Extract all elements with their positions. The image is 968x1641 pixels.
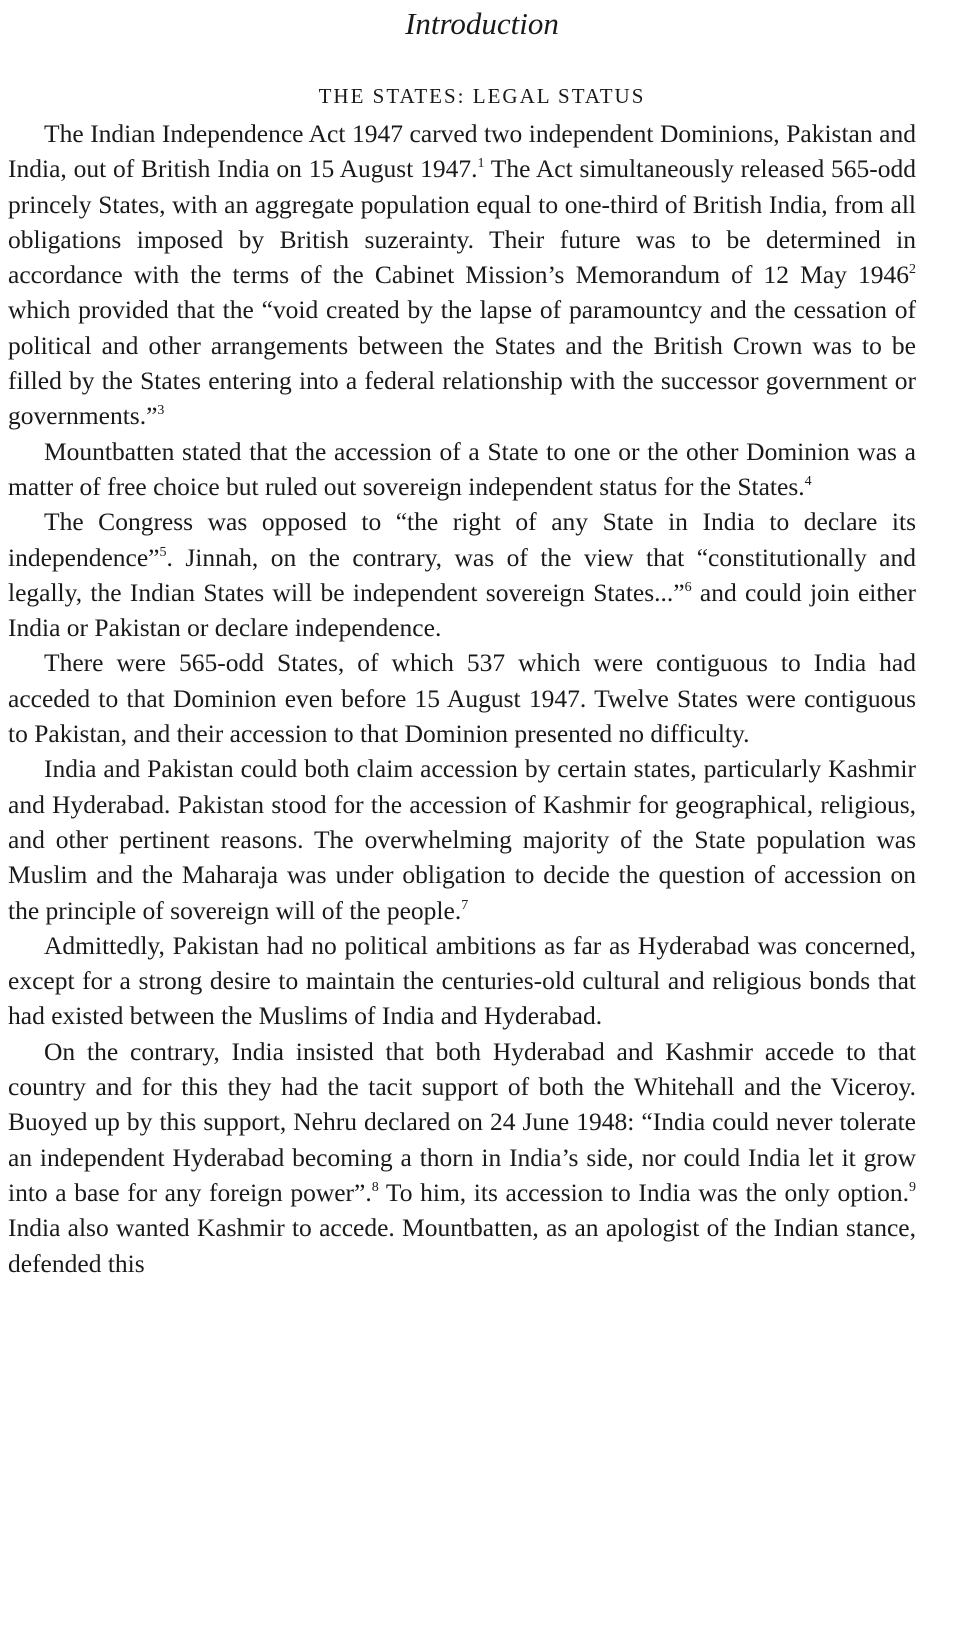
footnote-marker: 2 [909,262,916,278]
paragraph-text: India also wanted Kashmir to accede. Mountbatten, as an apologist of the Indian stance, defended this [8,1213,916,1278]
footnote-marker: 8 [371,1179,379,1195]
paragraph-2 [8,434,916,505]
book-page [8,0,916,1281]
paragraph-text: To him, its accession to India was the only option. [378,1177,909,1207]
paragraph-5 [8,751,916,927]
paragraph-text: On the contrary, India insisted that both Hyderabad and Kashmir accede to that country and for this they had the tacit support of both the Whitehall and the Viceroy. Buoyed up by this support, Nehru declared on 24 June 1948: “India could never tolerate an independent Hyderabad becoming a thorn in India’s side, nor could India let it grow into a base for any foreign power”. [8,1036,916,1207]
paragraph-text: Mountbatten stated that the accession of a State to one or the other Dominion was a matter of free choice but ruled out sovereign independent status for the States. [8,436,916,501]
running-head: Introduction [405,6,559,41]
footnote-marker: 6 [684,579,692,595]
paragraph-6 [8,928,916,1034]
footnote-marker: 4 [804,473,812,489]
paragraph-7 [8,1034,916,1281]
footnote-marker: 7 [461,897,469,913]
footnote-marker: 3 [157,403,165,419]
paragraph-3 [8,504,916,645]
paragraph-text: Admittedly, Pakistan had no political ambitions as far as Hyderabad was concerned, except for a strong desire to maintain the centuries-old cultural and religious bonds that had existed between the Muslims of India and Hyderabad. [8,930,916,1031]
footnote-marker: 5 [159,544,167,560]
paragraph-text: There were 565-odd States, of which 537 which were contiguous to India had acceded to that Dominion even before 15 August 1947. Twelve States were contiguous to Pakistan, and their accession to that Dominion presented no difficulty. [8,648,916,749]
paragraph-4 [8,645,916,751]
paragraph-text: India and Pakistan could both claim accession by certain states, particularly Kashmir and Hyderabad. Pakistan stood for the accession of Kashmir for geographical, religious, and other pertinent reasons. The overwhelming majority of the State population was Muslim and the Maharaja was under obligation to decide the question of accession on the principle of sovereign will of the people. [8,754,916,925]
paragraph-text: The Indian Independence Act 1947 carved two independent Dominions, Pakistan and India, out of British India on 15 August 1947. [8,119,916,184]
paragraph-text: The Congress was opposed to “the right of any State in India to declare its independence” [8,507,916,572]
paragraph-text: The Act simultaneously released 565-odd princely States, with an aggregate population equal to one-third of British India, from all obligations imposed by British suzerainty. Their future was to be determined in accordance with the terms of the Cabinet Mission’s Memorandum of 12 May 1946 [8,154,916,290]
paragraph-text: . Jinnah, on the contrary, was of the view that “constitutionally and legally, the Indian States will be independent sovereign States...” [8,542,916,607]
footnote-marker: 9 [909,1179,916,1195]
section-heading: THE STATES: LEGAL STATUS [318,84,646,108]
paragraph-text: which provided that the “void created by the lapse of paramountcy and the cessation of political and other arrangements between the States and the British Crown was to be filled by the States entering into a federal relationship with the successor government or governments.” [8,295,916,431]
paragraph-text: and could join either India or Pakistan or declare independence. [8,577,916,643]
footnote-marker: 1 [477,156,485,172]
paragraph-1 [8,116,916,434]
